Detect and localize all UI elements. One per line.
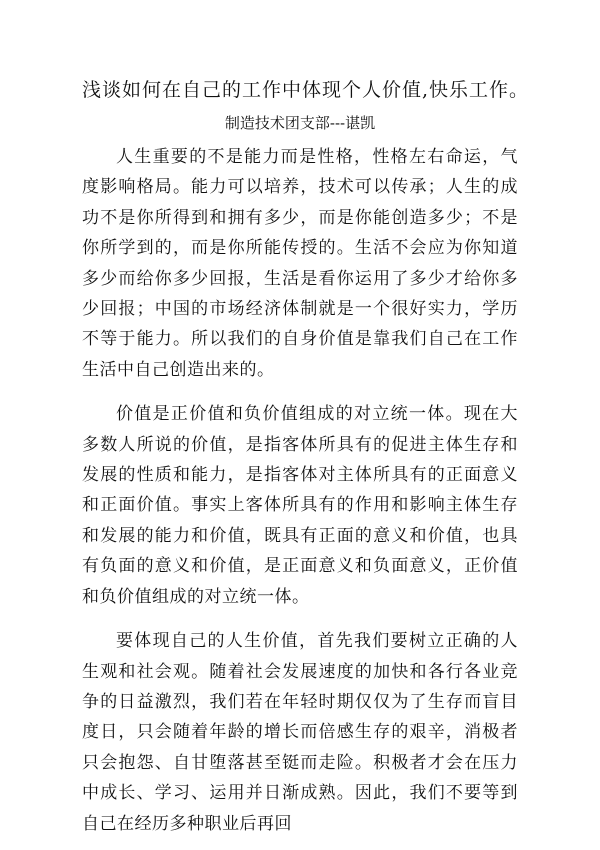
paragraph-1: 人生重要的不是能力而是性格，性格左右命运，气度影响格局。能力可以培养，技术可以传承；人生的成功不是你所得到和拥有多少，而是你能创造多少；不是你所学到的，而是你所能传授的。生活不会应为你知道多少而给你多少回报，生活是看你运用了多少才给你多少回报；中国的市场经济体制就是一个很好实力，学历不等于能力。所以我们的自身价值是靠我们自己在工作生活中自己创造出来的。 <box>82 147 518 380</box>
author-line: 制造技术团支部---谌凯 <box>224 114 376 132</box>
paragraph-2: 价值是正价值和负价值组成的对立统一体。现在大多数人所说的价值，是指客体所具有的促进主体生存和发展的性质和能力，是指客体对主体所具有的正面意义和正面价值。事实上客体所具有的作用和影响主体生存和发展的能力和价值，既具有正面的意义和价值，也具有负面的意义和价值，是正面意义和负面意义，正价值和负价值组成的对立统一体。 <box>82 404 518 607</box>
paragraph-3: 要体现自己的人生价值，首先我们要树立正确的人生观和社会观。随着社会发展速度的加快和各行各业竞争的日益激烈，我们若在年轻时期仅仅为了生存而盲目度日，只会随着年龄的增长而倍感生存的艰辛，消极者只会抱怨、自甘堕落甚至铤而走险。积极者才会在压力中成长、学习、运用并日渐成熟。因此，我们不要等到自己在经历多种职业后再回 <box>82 631 518 834</box>
document-title: 浅谈如何在自己的工作中体现个人价值,快乐工作。 <box>82 79 530 101</box>
